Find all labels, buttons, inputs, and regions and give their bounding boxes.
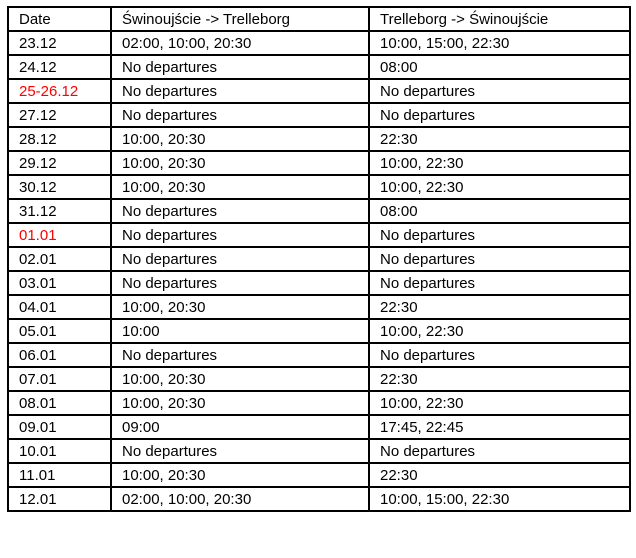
cell-return-times: No departures — [369, 247, 630, 271]
cell-date: 03.01 — [8, 271, 111, 295]
cell-return-times: 10:00, 22:30 — [369, 175, 630, 199]
cell-outbound-times: No departures — [111, 223, 369, 247]
cell-return-times: 08:00 — [369, 199, 630, 223]
table-row — [8, 223, 630, 247]
header-date: Date — [8, 7, 111, 31]
cell-return-times: No departures — [369, 271, 630, 295]
cell-date: 02.01 — [8, 247, 111, 271]
cell-outbound-times: No departures — [111, 439, 369, 463]
header-row — [8, 7, 630, 31]
header-outbound: Świnoujście -> Trelleborg — [111, 7, 369, 31]
cell-date: 10.01 — [8, 439, 111, 463]
table-row — [8, 271, 630, 295]
table-row — [8, 415, 630, 439]
cell-date: 09.01 — [8, 415, 111, 439]
cell-date: 23.12 — [8, 31, 111, 55]
cell-date: 07.01 — [8, 367, 111, 391]
table-row — [8, 343, 630, 367]
cell-return-times: 10:00, 15:00, 22:30 — [369, 487, 630, 511]
cell-date: 27.12 — [8, 103, 111, 127]
table-row — [8, 175, 630, 199]
cell-date: 30.12 — [8, 175, 111, 199]
cell-date: 01.01 — [8, 223, 111, 247]
cell-outbound-times: 10:00, 20:30 — [111, 175, 369, 199]
cell-date: 24.12 — [8, 55, 111, 79]
cell-return-times: 22:30 — [369, 367, 630, 391]
cell-return-times: No departures — [369, 223, 630, 247]
cell-date: 25-26.12 — [8, 79, 111, 103]
table-row — [8, 439, 630, 463]
cell-outbound-times: No departures — [111, 247, 369, 271]
cell-date: 04.01 — [8, 295, 111, 319]
cell-outbound-times: No departures — [111, 79, 369, 103]
table-row — [8, 199, 630, 223]
table-row — [8, 319, 630, 343]
cell-date: 12.01 — [8, 487, 111, 511]
header-return: Trelleborg -> Świnoujście — [369, 7, 630, 31]
cell-return-times: 10:00, 15:00, 22:30 — [369, 31, 630, 55]
table-row — [8, 31, 630, 55]
cell-outbound-times: 02:00, 10:00, 20:30 — [111, 31, 369, 55]
cell-date: 29.12 — [8, 151, 111, 175]
cell-outbound-times: No departures — [111, 343, 369, 367]
cell-outbound-times: 10:00, 20:30 — [111, 367, 369, 391]
cell-return-times: No departures — [369, 79, 630, 103]
table-row — [8, 103, 630, 127]
table-row — [8, 295, 630, 319]
table-body — [8, 31, 630, 511]
table-row — [8, 463, 630, 487]
table-row — [8, 391, 630, 415]
cell-outbound-times: 10:00, 20:30 — [111, 391, 369, 415]
ferry-schedule-table — [7, 6, 631, 512]
cell-outbound-times: 02:00, 10:00, 20:30 — [111, 487, 369, 511]
cell-return-times: 10:00, 22:30 — [369, 391, 630, 415]
table-row — [8, 487, 630, 511]
cell-outbound-times: 10:00, 20:30 — [111, 295, 369, 319]
cell-outbound-times: 10:00 — [111, 319, 369, 343]
table-row — [8, 55, 630, 79]
cell-return-times: 10:00, 22:30 — [369, 151, 630, 175]
table-row — [8, 367, 630, 391]
cell-return-times: 17:45, 22:45 — [369, 415, 630, 439]
cell-return-times: No departures — [369, 103, 630, 127]
cell-return-times: 22:30 — [369, 127, 630, 151]
table-row — [8, 127, 630, 151]
cell-outbound-times: No departures — [111, 199, 369, 223]
cell-date: 11.01 — [8, 463, 111, 487]
cell-return-times: 08:00 — [369, 55, 630, 79]
table-row — [8, 79, 630, 103]
cell-return-times: No departures — [369, 343, 630, 367]
cell-outbound-times: No departures — [111, 103, 369, 127]
cell-date: 05.01 — [8, 319, 111, 343]
cell-date: 28.12 — [8, 127, 111, 151]
cell-return-times: 22:30 — [369, 463, 630, 487]
cell-outbound-times: 10:00, 20:30 — [111, 151, 369, 175]
cell-date: 06.01 — [8, 343, 111, 367]
cell-outbound-times: 10:00, 20:30 — [111, 127, 369, 151]
cell-return-times: 10:00, 22:30 — [369, 319, 630, 343]
cell-return-times: No departures — [369, 439, 630, 463]
table-header — [8, 7, 630, 31]
cell-date: 31.12 — [8, 199, 111, 223]
cell-return-times: 22:30 — [369, 295, 630, 319]
table-row — [8, 247, 630, 271]
cell-outbound-times: No departures — [111, 55, 369, 79]
cell-outbound-times: 09:00 — [111, 415, 369, 439]
table-row — [8, 151, 630, 175]
cell-date: 08.01 — [8, 391, 111, 415]
cell-outbound-times: 10:00, 20:30 — [111, 463, 369, 487]
cell-outbound-times: No departures — [111, 271, 369, 295]
